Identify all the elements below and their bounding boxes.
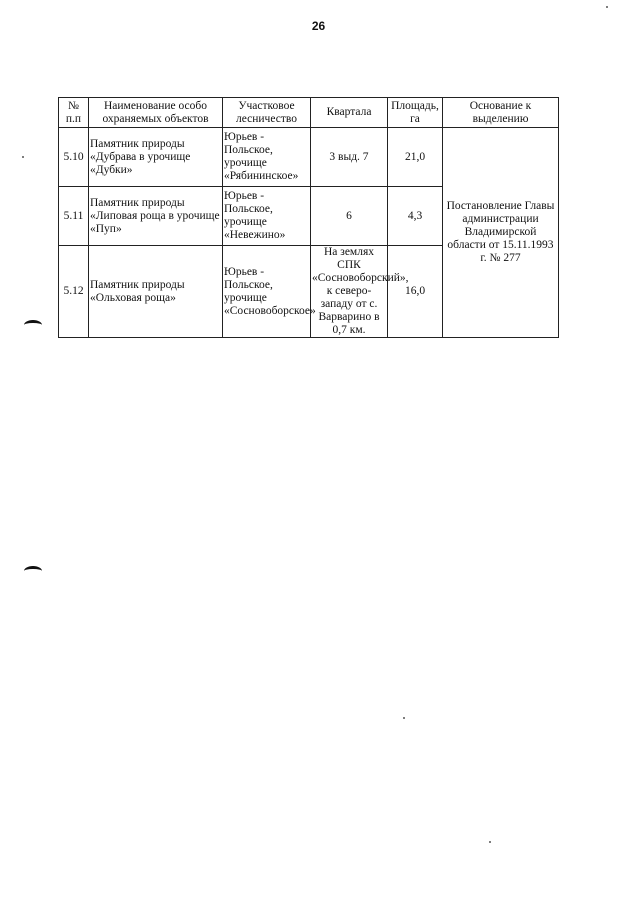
scan-speck: [489, 841, 491, 843]
scan-speck: [22, 156, 24, 158]
object-name: Памятник природы «Ольховая роща»: [89, 246, 223, 338]
quarter-cell: 6: [311, 187, 388, 246]
basis-cell: Постановление Главы администрации Владимирской области от 15.11.1993 г. № 277: [443, 128, 559, 338]
row-number: 5.11: [59, 187, 89, 246]
area-cell: 16,0: [388, 246, 443, 338]
protected-objects-table: [58, 97, 559, 338]
table-row: [59, 128, 559, 187]
punch-hole-mark: [24, 320, 42, 330]
area-cell: 21,0: [388, 128, 443, 187]
scan-speck: [606, 6, 608, 8]
forestry-name: Юрьев - Польское, урочище «Рябининское»: [223, 128, 311, 187]
forestry-name: Юрьев - Польское, урочище «Невежино»: [223, 187, 311, 246]
row-number: 5.12: [59, 246, 89, 338]
quarter-cell: 3 выд. 7: [311, 128, 388, 187]
page-number: 26: [311, 19, 326, 33]
header-basis: Основание к выделению: [443, 98, 559, 128]
table-header-row: [59, 98, 559, 128]
header-number: № п.п: [59, 98, 89, 128]
header-name: Наименование особо охраняемых объектов: [89, 98, 223, 128]
header-forestry: Участковое лесничество: [223, 98, 311, 128]
row-number: 5.10: [59, 128, 89, 187]
scan-speck: [403, 717, 405, 719]
header-quarter: Квартала: [311, 98, 388, 128]
punch-hole-mark: [24, 566, 42, 576]
area-cell: 4,3: [388, 187, 443, 246]
object-name: Памятник природы «Липовая роща в урочище «Пуп»: [89, 187, 223, 246]
forestry-name: Юрьев - Польское, урочище «Сосновоборское»: [223, 246, 311, 338]
object-name: Памятник природы «Дубрава в урочище «Дубки»: [89, 128, 223, 187]
header-area: Площадь, га: [388, 98, 443, 128]
quarter-cell: На землях СПК «Сосновоборский», к северо-западу от с. Варварино в 0,7 км.: [312, 246, 409, 336]
